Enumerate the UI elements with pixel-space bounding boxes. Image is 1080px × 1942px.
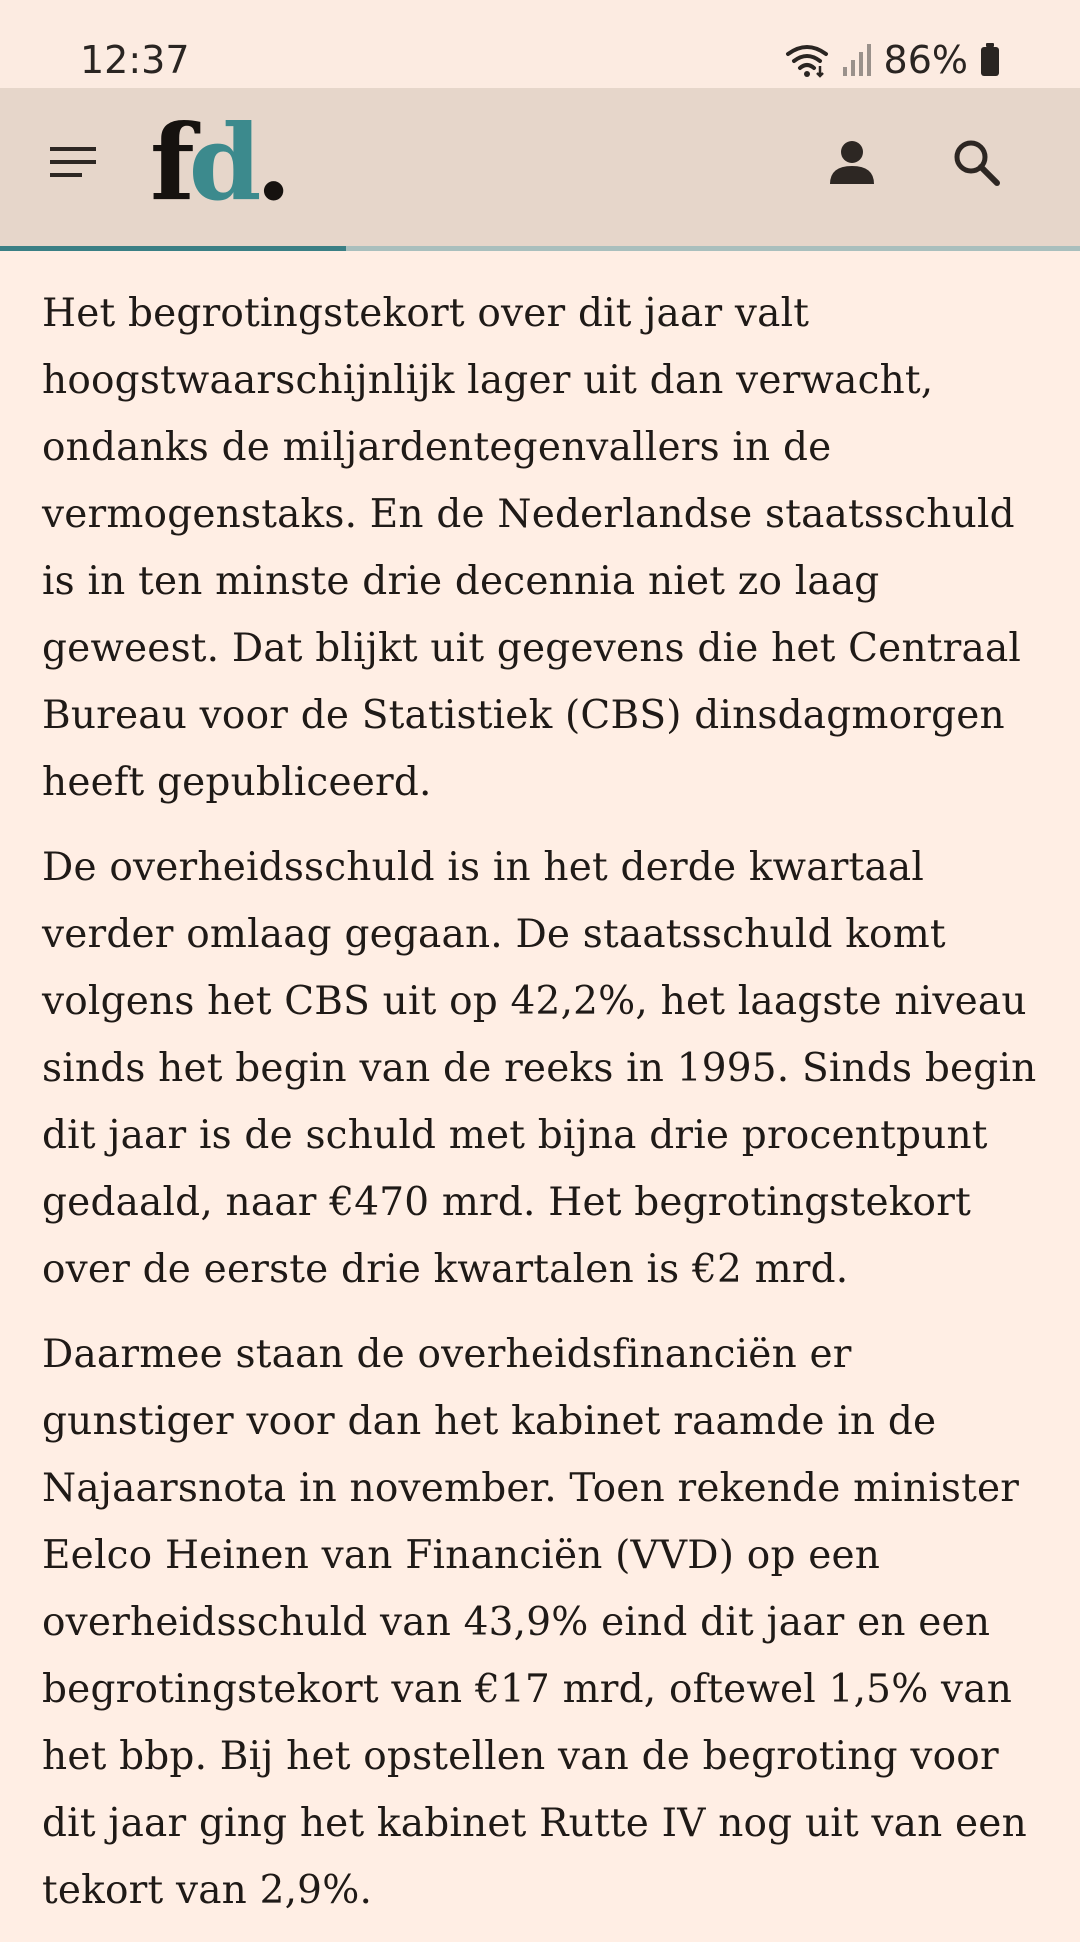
search-button[interactable] [940, 128, 1012, 200]
fd-logo[interactable] [150, 101, 286, 224]
menu-icon [50, 145, 98, 183]
search-icon [952, 138, 1000, 190]
logo-dot: . [255, 101, 286, 224]
reading-progress-bar [0, 246, 1080, 251]
logo-f: f [150, 101, 189, 224]
battery-percent: 86% [883, 38, 968, 82]
account-icon [829, 140, 875, 188]
signal-icon [842, 43, 872, 77]
status-time: 12:37 [80, 38, 190, 82]
article-paragraph: Daarmee staan de overheidsfinanciën er gunstiger voor dan het kabinet raamde in de Najaarsnota in november. Toen rekende minister Eelco Heinen van Financiën (VVD) op een overheidsschuld van 43,9% eind dit jaar en een begrotingstekort van €17 mrd, oftewel 1,5% van het bbp. Bij het opstellen van de begroting voor dit jaar ging het kabinet Rutte IV nog uit van een tekort van 2,9%. [42, 1332, 1027, 1913]
menu-button[interactable] [38, 128, 110, 200]
logo-d: d [188, 101, 256, 224]
article-body [42, 280, 1052, 1942]
status-icons [784, 36, 1000, 84]
wifi-icon [784, 42, 830, 78]
account-button[interactable] [816, 128, 888, 200]
article-paragraph: Het begrotingstekort over dit jaar valt hoogstwaarschijnlijk lager uit dan verwacht, ondanks de miljardentegenvallers in de vermogenstaks. En de Nederlandse staatsschuld is in ten minste drie decennia niet zo laag geweest. Dat blijkt uit gegevens die het Centraal Bureau voor de Statistiek (CBS) dinsdagmorgen heeft gepubliceerd. [42, 291, 1022, 805]
battery-icon [980, 43, 1000, 77]
article-paragraph: De overheidsschuld is in het derde kwartaal verder omlaag gegaan. De staatsschuld komt volgens het CBS uit op 42,2%, het laagste niveau sinds het begin van de reeks in 1995. Sinds begin dit jaar is de schuld met bijna drie procentpunt gedaald, naar €470 mrd. Het begrotingstekort over de eerste drie kwartalen is €2 mrd. [42, 845, 1037, 1292]
app-header [0, 88, 1080, 246]
status-bar [0, 0, 1080, 88]
reading-progress-fill [0, 246, 346, 251]
